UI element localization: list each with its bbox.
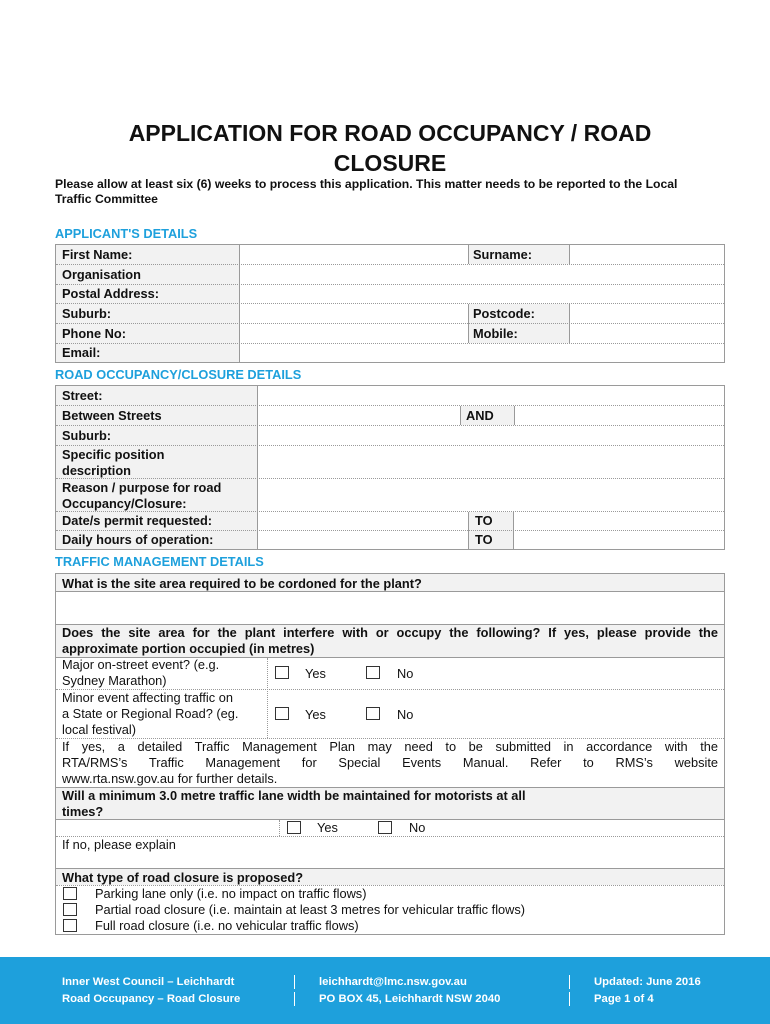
plan-note-line-1: If yes, a detailed Traffic Management Plan may need to be submitted in accordance with the [62,739,718,754]
mobile-label: Mobile: [473,326,518,341]
lane-no-label: No [409,820,426,835]
q2-line-1: Does the site area for the plant interfere with or occupy the following? If yes, please provide the [62,625,718,640]
minor-no-checkbox[interactable] [366,707,380,720]
row-divider [56,264,724,265]
q2-line-2: approximate portion occupied (in metres) [62,641,315,656]
organisation-label: Organisation [62,267,141,282]
row-divider [56,284,724,285]
column-divider [569,245,570,264]
suburb-input[interactable] [240,304,467,323]
column-divider [239,245,240,362]
footer-updated: Updated: June 2016 [594,976,701,988]
position-label [62,447,164,479]
footer-address: PO BOX 45, Leichhardt NSW 2040 [319,993,501,1005]
road-suburb-input[interactable] [258,426,724,445]
position-label-line-1: Specific position [62,447,165,462]
minor-yes-label: Yes [305,707,326,722]
suburb-label: Suburb: [62,306,112,321]
footer-form-name: Road Occupancy – Road Closure [62,993,241,1005]
page-footer [0,957,770,1024]
q4-text: What type of road closure is proposed? [62,870,304,885]
major-event-label [62,657,219,689]
lane-yes-checkbox[interactable] [287,821,301,834]
parking-lane-checkbox[interactable] [63,887,77,900]
column-divider [468,512,469,549]
column-divider [468,245,469,264]
intro-line-2: Traffic Committee [55,192,158,206]
minor-event-line-1: Minor event affecting traffic on [62,690,233,705]
row-divider [56,657,724,658]
explain-label: If no, please explain [62,837,176,852]
between-street-1-input[interactable] [258,406,459,425]
footer-divider [569,975,570,989]
form-title [55,118,725,178]
date-from-input[interactable] [258,512,467,530]
phone-label: Phone No: [62,326,126,341]
surname-label: Surname: [473,247,533,262]
surname-input[interactable] [570,245,724,264]
and-label: AND [466,408,494,423]
road-heading: ROAD OCCUPANCY/CLOSURE DETAILS [55,367,302,382]
postcode-input[interactable] [570,304,724,323]
postcode-label: Postcode: [473,306,535,321]
organisation-input[interactable] [240,265,724,284]
hours-to-label: TO [475,532,493,547]
between-street-2-input[interactable] [515,406,724,425]
plan-note-line-3: www.rta.nsw.gov.au for further details. [62,771,278,786]
postal-address-label: Postal Address: [62,286,159,301]
email-label: Email: [62,345,101,360]
row-divider [56,323,724,324]
road-table [55,385,725,550]
column-divider [569,304,570,343]
column-divider [279,820,280,836]
dates-label: Date/s permit requested: [62,513,213,528]
street-input[interactable] [258,386,724,405]
major-no-checkbox[interactable] [366,666,380,679]
road-suburb-label: Suburb: [62,428,112,443]
title-line-1: APPLICATION FOR ROAD OCCUPANCY / ROAD [128,120,652,146]
applicant-table [55,244,725,363]
major-yes-label: Yes [305,666,326,681]
date-to-input[interactable] [514,512,724,530]
plan-note-line-2: RTA/RMS’s Traffic Management for Special Events Manual. Refer to RMS’s website [62,755,718,770]
major-event-line-2: Sydney Marathon) [62,673,167,688]
between-streets-label: Between Streets [62,408,162,423]
footer-page-number: Page 1 of 4 [594,993,654,1005]
applicant-heading: APPLICANT'S DETAILS [55,226,198,241]
partial-closure-label: Partial road closure (i.e. maintain at least 3 metres for vehicular traffic flows) [95,902,526,917]
reason-label-line-2: Occupancy/Closure: [62,496,187,511]
footer-org: Inner West Council – Leichhardt [62,976,235,988]
major-yes-checkbox[interactable] [275,666,289,679]
row-divider [56,591,724,592]
reason-label-line-1: Reason / purpose for road [62,480,222,495]
row-divider [56,511,724,512]
partial-closure-checkbox[interactable] [63,903,77,916]
q3-line-1: Will a minimum 3.0 metre traffic lane width be maintained for motorists at all [62,788,526,803]
row-divider [56,445,724,446]
reason-label [62,480,221,512]
column-divider [257,386,258,549]
explain-input[interactable] [256,854,722,866]
minor-event-line-3: local festival) [62,722,136,737]
cordon-area-input[interactable] [56,592,724,624]
full-closure-checkbox[interactable] [63,919,77,932]
traffic-heading: TRAFFIC MANAGEMENT DETAILS [55,554,264,569]
column-divider [468,304,469,343]
minor-no-label: No [397,707,414,722]
row-divider [56,738,724,739]
position-label-line-2: description [62,463,131,478]
lane-yes-label: Yes [317,820,338,835]
column-divider [513,512,514,549]
row-divider [56,405,724,406]
footer-divider [569,992,570,1006]
title-line-2: CLOSURE [333,150,447,176]
minor-event-label [62,690,238,738]
first-name-label: First Name: [62,247,133,262]
postal-address-input[interactable] [240,285,724,303]
row-divider [56,885,724,886]
major-no-label: No [397,666,414,681]
street-label: Street: [62,388,103,403]
column-divider [460,406,461,425]
row-divider [56,303,724,304]
lane-no-checkbox[interactable] [378,821,392,834]
first-name-input[interactable] [240,245,467,264]
row-divider [56,530,724,531]
email-input[interactable] [240,344,724,362]
intro-line-1: Please allow at least six (6) weeks to process this application. This matter needs to be reported to the Local [55,177,678,191]
major-event-line-1: Major on-street event? (e.g. [62,657,220,672]
q1-text: What is the site area required to be cordoned for the plant? [62,576,422,591]
footer-divider [294,992,295,1006]
q3-line-2: times? [62,804,104,819]
row-divider [56,836,724,837]
footer-divider [294,975,295,989]
column-divider [267,658,268,738]
position-input[interactable] [258,446,724,478]
row-divider [56,819,724,820]
parking-lane-label: Parking lane only (i.e. no impact on traffic flows) [95,886,367,901]
minor-yes-checkbox[interactable] [275,707,289,720]
row-divider [56,425,724,426]
column-divider [514,406,515,425]
intro-note [55,177,727,207]
full-closure-label: Full road closure (i.e. no vehicular traffic flows) [95,918,359,933]
row-divider [56,624,724,625]
dates-to-label: TO [475,513,493,528]
traffic-table [55,573,725,935]
hours-label: Daily hours of operation: [62,532,214,547]
row-divider [56,787,724,788]
minor-event-line-2: a State or Regional Road? (eg. [62,706,239,721]
row-divider [56,478,724,479]
reason-input[interactable] [258,479,724,511]
footer-email[interactable]: leichhardt@lmc.nsw.gov.au [319,976,467,988]
row-divider [56,343,724,344]
phone-input[interactable] [240,324,467,343]
row-divider [56,868,724,869]
hours-to-input[interactable] [514,531,724,549]
mobile-input[interactable] [570,324,724,343]
row-divider [56,689,724,690]
hours-from-input[interactable] [258,531,467,549]
